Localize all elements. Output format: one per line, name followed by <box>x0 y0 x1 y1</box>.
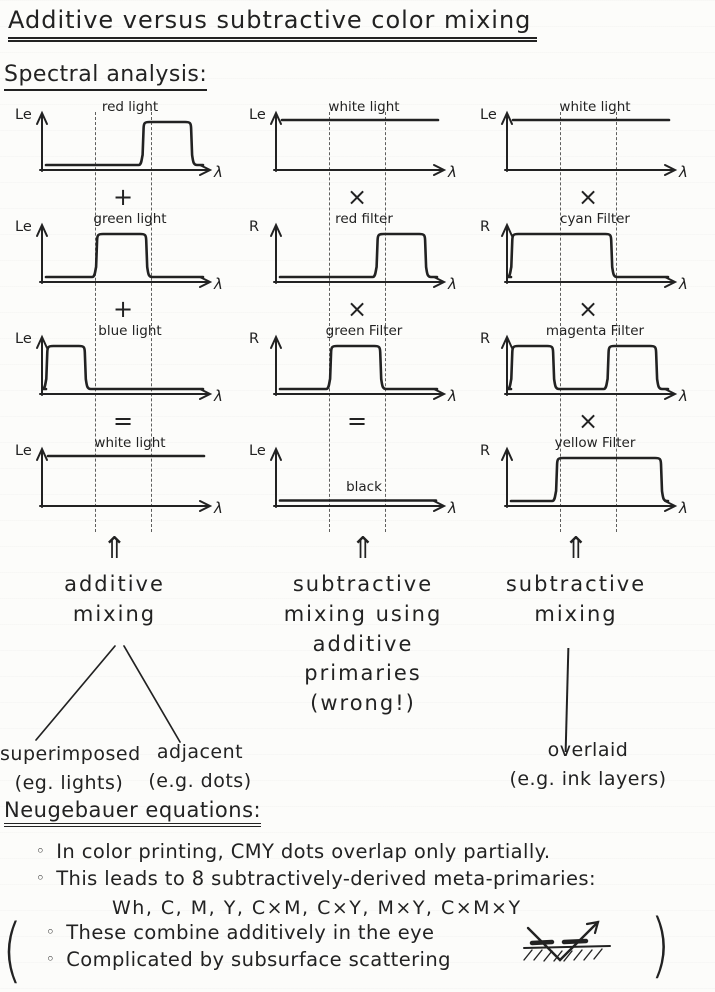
parenthesis-close: ) <box>650 905 671 987</box>
branch-label-line: (e.g. dots) <box>148 769 252 792</box>
plot-black <box>246 434 468 522</box>
branch-label-line: (e.g. ink layers) <box>509 767 667 790</box>
branch-label-line: superimposed <box>0 743 141 765</box>
bullet-text: This leads to 8 subtractively-derived meta-primaries: <box>56 867 596 890</box>
svg-text:red light: red light <box>101 99 159 115</box>
svg-text:blue light: blue light <box>98 323 162 339</box>
bullet-combine-additively <box>46 921 434 944</box>
caption-line: additive primaries <box>304 631 422 686</box>
operator-times: × <box>577 407 599 435</box>
branch-label-superimposed <box>0 740 141 797</box>
bullet-text: In color printing, CMY dots overlap only partially. <box>56 840 551 863</box>
bullet-subsurface-scattering <box>46 948 451 971</box>
spectral-column-additive <box>12 98 234 522</box>
svg-text:λ: λ <box>448 163 457 181</box>
svg-text:λ: λ <box>448 387 457 405</box>
svg-text:R: R <box>249 219 260 235</box>
svg-text:green Filter: green Filter <box>325 323 403 339</box>
svg-text:λ: λ <box>214 275 223 293</box>
svg-text:magenta Filter: magenta Filter <box>545 323 645 339</box>
page-title: Additive versus subtractive color mixing <box>8 6 537 42</box>
plot-red-filter <box>246 210 468 298</box>
plot-white-light <box>477 98 699 186</box>
caption-line: subtractive <box>505 572 647 596</box>
svg-text:λ: λ <box>448 275 457 293</box>
svg-text:R: R <box>480 443 491 459</box>
plot-green-filter <box>246 322 468 410</box>
branch-label-line: overlaid <box>547 739 629 761</box>
svg-text:R: R <box>480 219 491 235</box>
caption-line: additive <box>64 572 165 596</box>
caption-line: (wrong!) <box>310 691 416 716</box>
double-up-arrow-icon: ⇑ <box>350 531 376 566</box>
operator-times: × <box>346 183 368 211</box>
operator-plus: + <box>112 183 134 211</box>
svg-text:λ: λ <box>214 163 223 181</box>
plot-magenta-filter <box>477 322 699 410</box>
svg-text:Le: Le <box>15 107 32 123</box>
branch-label-adjacent <box>140 738 260 795</box>
svg-text:λ: λ <box>214 387 223 405</box>
svg-text:Le: Le <box>15 219 32 235</box>
bullet-icon: ◦ <box>36 869 46 887</box>
operator-equals: = <box>346 407 368 435</box>
plot-cyan-filter <box>477 210 699 298</box>
svg-text:Le: Le <box>480 107 497 123</box>
svg-text:green light: green light <box>93 211 167 227</box>
svg-text:Le: Le <box>15 443 32 459</box>
plot-yellow-filter <box>477 434 699 522</box>
operator-plus: + <box>112 295 134 323</box>
bullet-icon: ◦ <box>46 923 56 941</box>
spectral-column-subtractive-additive-primaries <box>246 98 468 522</box>
spectral-column-subtractive <box>477 98 699 522</box>
caption-line: mixing <box>534 601 618 626</box>
caption-additive <box>22 532 207 630</box>
plot-white-light <box>12 434 234 522</box>
caption-subtractive-additive-primaries <box>258 532 468 719</box>
plot-white-light <box>246 98 468 186</box>
svg-text:λ: λ <box>679 275 688 293</box>
plot-blue-light <box>12 322 234 410</box>
operator-times: × <box>577 295 599 323</box>
caption-line: mixing using <box>283 601 443 626</box>
bullet-text: These combine additively in the eye <box>66 921 435 944</box>
branch-label-overlaid <box>498 736 678 793</box>
svg-text:white light: white light <box>328 99 400 115</box>
caption-line: mixing <box>72 601 157 626</box>
svg-text:yellow Filter: yellow Filter <box>554 435 636 451</box>
svg-text:black: black <box>346 479 382 495</box>
branch-label-line: (eg. lights) <box>14 771 124 794</box>
svg-text:λ: λ <box>679 387 688 405</box>
bullet-cmy-overlap <box>36 840 550 863</box>
operator-times: × <box>346 295 368 323</box>
caption-subtractive <box>492 532 660 630</box>
operator-equals: = <box>112 407 134 435</box>
svg-text:white light: white light <box>94 435 166 451</box>
svg-text:Le: Le <box>15 331 32 347</box>
subsurface-scattering-sketch-icon <box>518 916 628 974</box>
svg-text:Le: Le <box>249 107 266 123</box>
operator-times: × <box>577 183 599 211</box>
svg-text:λ: λ <box>214 499 223 517</box>
fork-lines-additive <box>12 640 232 748</box>
bullet-icon: ◦ <box>46 950 56 968</box>
caption-line: subtractive <box>292 572 434 596</box>
branch-label-line: adjacent <box>156 741 244 763</box>
svg-text:λ: λ <box>679 163 688 181</box>
svg-text:R: R <box>249 331 260 347</box>
svg-text:white light: white light <box>559 99 631 115</box>
plot-red-light <box>12 98 234 186</box>
svg-text:red filter: red filter <box>335 211 393 227</box>
svg-text:cyan Filter: cyan Filter <box>560 211 630 227</box>
svg-text:λ: λ <box>679 499 688 517</box>
svg-text:R: R <box>480 331 491 347</box>
section-heading-neugebauer: Neugebauer equations: <box>4 798 261 827</box>
bullet-text: Complicated by subsurface scattering <box>66 948 451 971</box>
double-up-arrow-icon: ⇑ <box>101 531 128 566</box>
bullet-icon: ◦ <box>36 842 46 860</box>
double-up-arrow-icon: ⇑ <box>563 531 589 566</box>
section-heading-spectral-analysis: Spectral analysis: <box>4 62 207 91</box>
svg-text:λ: λ <box>448 499 457 517</box>
bullet-meta-primaries <box>36 867 596 890</box>
meta-primaries-list: Wh, C, M, Y, C×M, C×Y, M×Y, C×M×Y <box>112 897 522 919</box>
plot-green-light <box>12 210 234 298</box>
parenthesis-open: ( <box>2 910 23 992</box>
svg-text:Le: Le <box>249 443 266 459</box>
